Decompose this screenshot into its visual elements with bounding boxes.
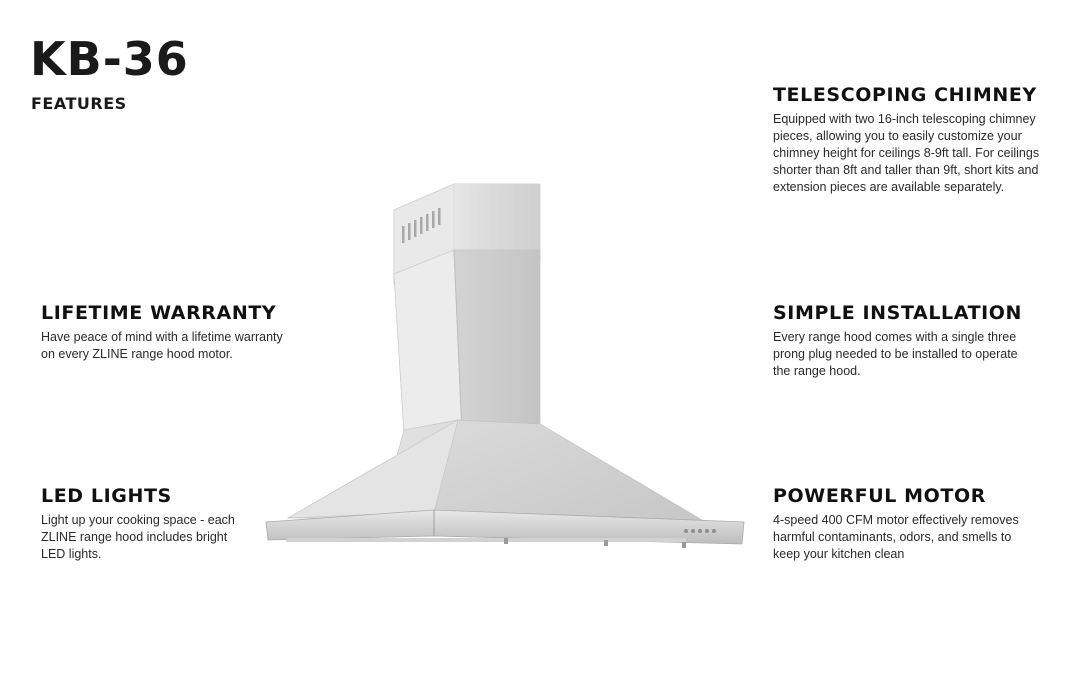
feature-title: TELESCOPING CHIMNEY bbox=[773, 84, 1037, 106]
feature-telescoping-chimney bbox=[773, 85, 1043, 196]
feature-simple-installation bbox=[773, 303, 1033, 380]
features-subtitle: FEATURES bbox=[31, 94, 127, 113]
feature-description: Have peace of mind with a lifetime warranty on every ZLINE range hood motor. bbox=[41, 329, 283, 361]
feature-powerful-motor bbox=[773, 486, 1038, 563]
feature-description: 4-speed 400 CFM motor effectively removes harmful contaminants, odors, and smells to keep your kitchen clean bbox=[773, 512, 1019, 561]
feature-description: Light up your cooking space - each ZLINE range hood includes bright LED lights. bbox=[41, 512, 235, 561]
feature-led-lights bbox=[41, 486, 241, 563]
feature-title: LED LIGHTS bbox=[41, 485, 172, 507]
feature-title: LIFETIME WARRANTY bbox=[41, 302, 277, 324]
feature-title: POWERFUL MOTOR bbox=[773, 485, 986, 507]
range-hood-icon bbox=[262, 180, 748, 555]
model-title: KB-36 bbox=[30, 32, 189, 86]
feature-description: Equipped with two 16-inch telescoping chimney pieces, allowing you to easily customize your chimney height for ceilings 8-9ft tall. For ceilings shorter than 8ft and taller than 9ft, short kits and extension pieces are available separately. bbox=[773, 111, 1040, 194]
feature-lifetime-warranty bbox=[41, 303, 291, 363]
feature-description: Every range hood comes with a single three prong plug needed to be installed to operate the range hood. bbox=[773, 329, 1018, 378]
feature-title: SIMPLE INSTALLATION bbox=[773, 302, 1023, 324]
